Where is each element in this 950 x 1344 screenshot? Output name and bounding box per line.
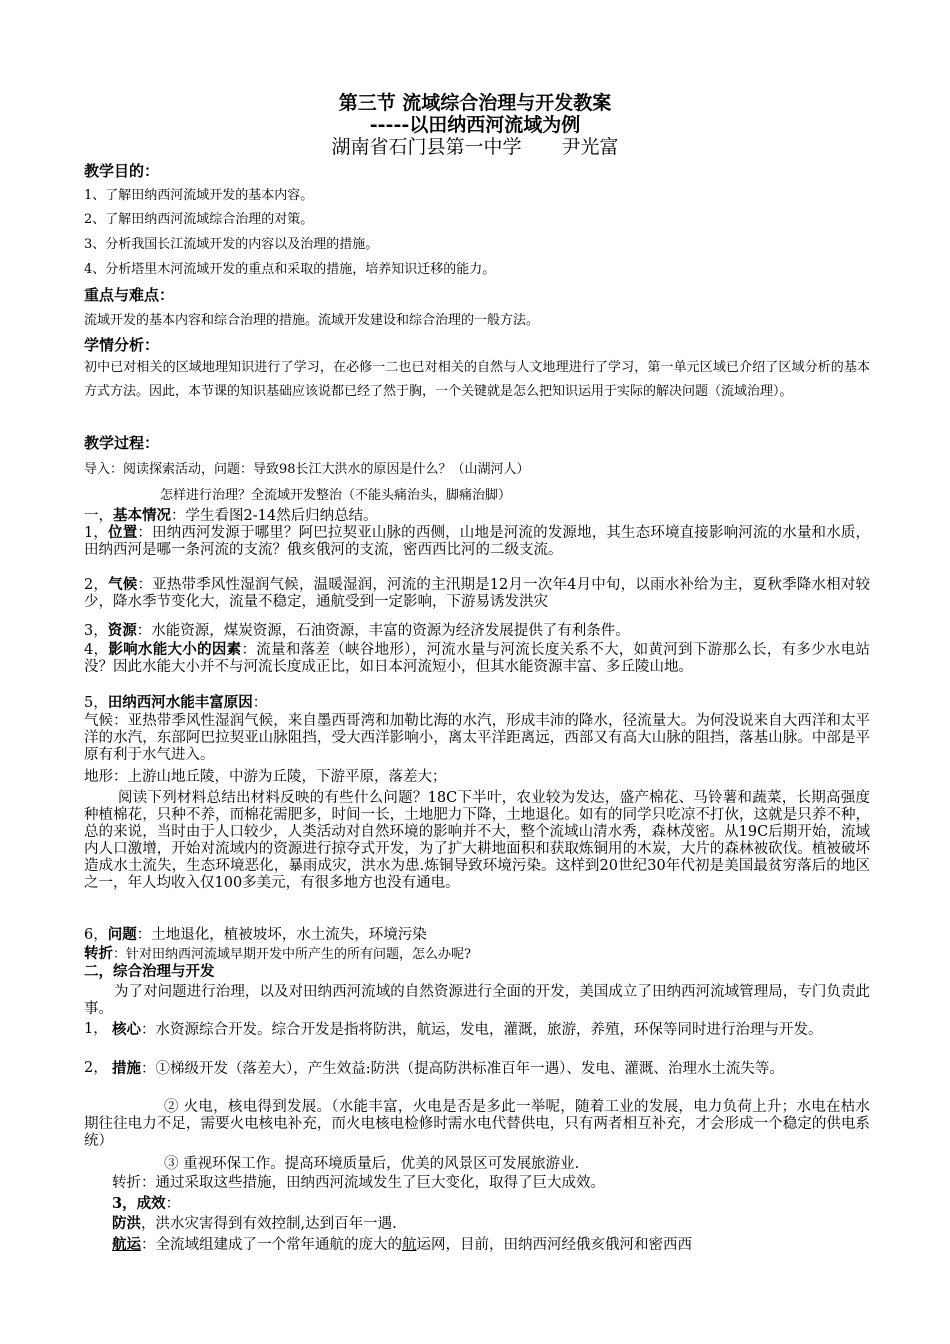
goal-item: 2、了解田纳西河流域综合治理的对策。 (84, 212, 314, 227)
section-1-heading: 一，基本情况：学生看图2-14然后归纳总结。 (84, 507, 378, 524)
measures-label: 2， (84, 1060, 108, 1076)
results-heading: 3，成效： (112, 1195, 181, 1212)
reading-material: 阅读下列材料总结出材料反映的有些什么问题？18C下半叶，农业较为发达，盛产棉花、马铃薯和蔬菜，长期高强度种植棉花，只种不养，而棉花需肥多，时间一长，土地肥力下降，土地退化。如有的同学只吃凉不打伙，这就是只养不种，总的来说，当时由于人口较少，人类活动对自然环境的影响并不大，整个流域山清水秀，森林茂密。从19C后期开始，流域内人口激增，开始对流域内的资源进行掠夺式开发，为了扩大耕地面积和获取炼铜用的木炭，大片的森林被砍伐。植被破坏造成水土流失，生态环境恶化，暴雨成灾，洪水为患.炼铜导致环境污染。这样到20世纪30年代初是美国最贫穷落后的地区之一，年人均收入仅100多美元，有很多地方也没有通电。 (84, 790, 870, 891)
goal-item: 1、了解田纳西河流域开发的基本内容。 (84, 188, 314, 203)
section-2-intro: 为了对问题进行治理，以及对田纳西河流域的自然资源进行全面的开发，美国成立了田纳西河流域管理局，专门负责此事。 (84, 984, 870, 1017)
analysis-heading: 学情分析： (84, 336, 160, 354)
keypoints-text: 流域开发的基本内容和综合治理的措施。流域开发建设和综合治理的一般方法。 (84, 313, 540, 328)
intro-line-1: 导入：阅读探索活动，问题：导致98长江大洪水的原因是什么？（山湖河人） (84, 462, 530, 477)
item-core: 核心：水资源综合开发。综合开发是指将防洪，航运，发电，灌溉，旅游，养殖，环保等同时进行治理与开发。 (112, 1021, 823, 1038)
section-2-title: 综合治理与开发 (113, 963, 215, 980)
process-heading: 教学过程： (84, 434, 160, 452)
item-hydropower-reasons: 5，田纳西河水能丰富原因： (84, 694, 268, 711)
keypoints-heading: 重点与难点： (84, 286, 175, 304)
section-1-title: 基本情况 (113, 507, 171, 524)
goal-item: 3、分析我国长江流域开发的内容以及治理的措施。 (84, 237, 379, 252)
item-measures: 措施：①梯级开发（落差大），产生效益:防洪（提高防洪标准百年一遇）、发电、灌溉、治理水土流失等。 (112, 1060, 784, 1077)
item-hydropower-factors: 4，影响水能大小的因素：流量和落差（峡谷地形），河流水量与河流长度关系不大，如黄河到下游那么长，有多少水电站没？因此水能大小并不与河流长度成正比，如日本河流短小，但其水能资源丰富、多丘陵山地。 (84, 641, 870, 675)
item-location: 1，位置：田纳西河发源于哪里？阿巴拉契亚山脉的西侧，山地是河流的发源地，其生态环境直接影响河流的水量和水质，田纳西河是哪一条河流的支流？俄亥俄河的支流，密西西比河的二级支流。 (84, 524, 870, 558)
analysis-text: 初中已对相关的区域地理知识进行了学习，在必修一二也已对相关的自然与人文地理进行了学习，第一单元区域已介绍了区域分析的基本方式方法。因此，本节课的知识基础应该说都已经了然于胸，一个关键就是怎么把知识运用于实际的解决问题（流域治理）。 (84, 360, 870, 399)
author-name: 尹光富 (561, 136, 619, 158)
intro-line-2: 怎样进行治理？全流域开发整治（不能头痛治头，脚痛治脚） (160, 488, 512, 503)
goal-item: 4、分析塔里木河流域开发的重点和采取的措施，培养知识迁移的能力。 (84, 262, 496, 277)
result-shipping: 航运：全流域组建成了一个常年通航的庞大的航运网，目前，田纳西河经俄亥俄河和密西西 (112, 1236, 692, 1253)
measure-2-text: ② 火电，核电得到发展。（水能丰富，火电是否是多此一举呢，随着工业的发展，电力负荷上升；水电在枯水期往往电力不足，需要火电核电补充，而火电核电检修时需水电代替供电，只有两者相互补充，才会形成一个稳定的供电系统） (84, 1099, 870, 1149)
goals-heading: 教学目的： (84, 162, 160, 180)
result-flood: 防洪，洪水灾害得到有效控制,达到百年一遇. (112, 1215, 397, 1232)
school-name: 湖南省石门县第一中学 (331, 136, 522, 158)
section-2-heading: 二，综合治理与开发 (84, 963, 215, 980)
measure-3-text: ③ 重视环保工作。提高环境质量后，优美的风景区可发展旅游业. (164, 1156, 580, 1172)
hydropower-climate-text: 气候：亚热带季风性湿润气候，来自墨西哥湾和加勒比海的水汽，形成丰沛的降水，径流量大。为何没说来自大西洋和太平洋的水汽，东部阿巴拉契亚山脉阻挡，受大西洋影响小，离太平洋距离远，西部又有高大山脉的阻挡，落基山脉。中部是平原有利于水气进入。 (84, 713, 870, 763)
item-resources: 3，资源：水能资源，煤炭资源，石油资源，丰富的资源为经济发展提供了有利条件。 (84, 622, 630, 639)
document-subtitle: -----以田纳西河流域为例 (369, 114, 581, 136)
transition-1: 转折：针对田纳西河流域早期开发中所产生的所有问题，怎么办呢? (84, 945, 471, 962)
item-problems: 6，问题：土地退化，植被坡坏，水土流失，环境污染 (84, 926, 427, 943)
document-title: 第三节 流域综合治理与开发教案 (338, 92, 612, 114)
hydropower-terrain-text: 地形：上游山地丘陵，中游为丘陵，下游平原，落差大； (84, 769, 447, 785)
item-climate: 2，气候：亚热带季风性湿润气候，温暖湿润，河流的主汛期是12月一次年4月中旬，以雨水补给为主，夏秋季降水相对较少，降水季节变化大，流量不稳定，通航受到一定影响，下游易诱发洪灾 (84, 576, 871, 610)
author-line (0, 132, 950, 159)
core-label: 1， (84, 1021, 108, 1037)
transition-2: 转折：通过采取这些措施，田纳西河流域发生了巨大变化，取得了巨大成效。 (112, 1175, 605, 1191)
